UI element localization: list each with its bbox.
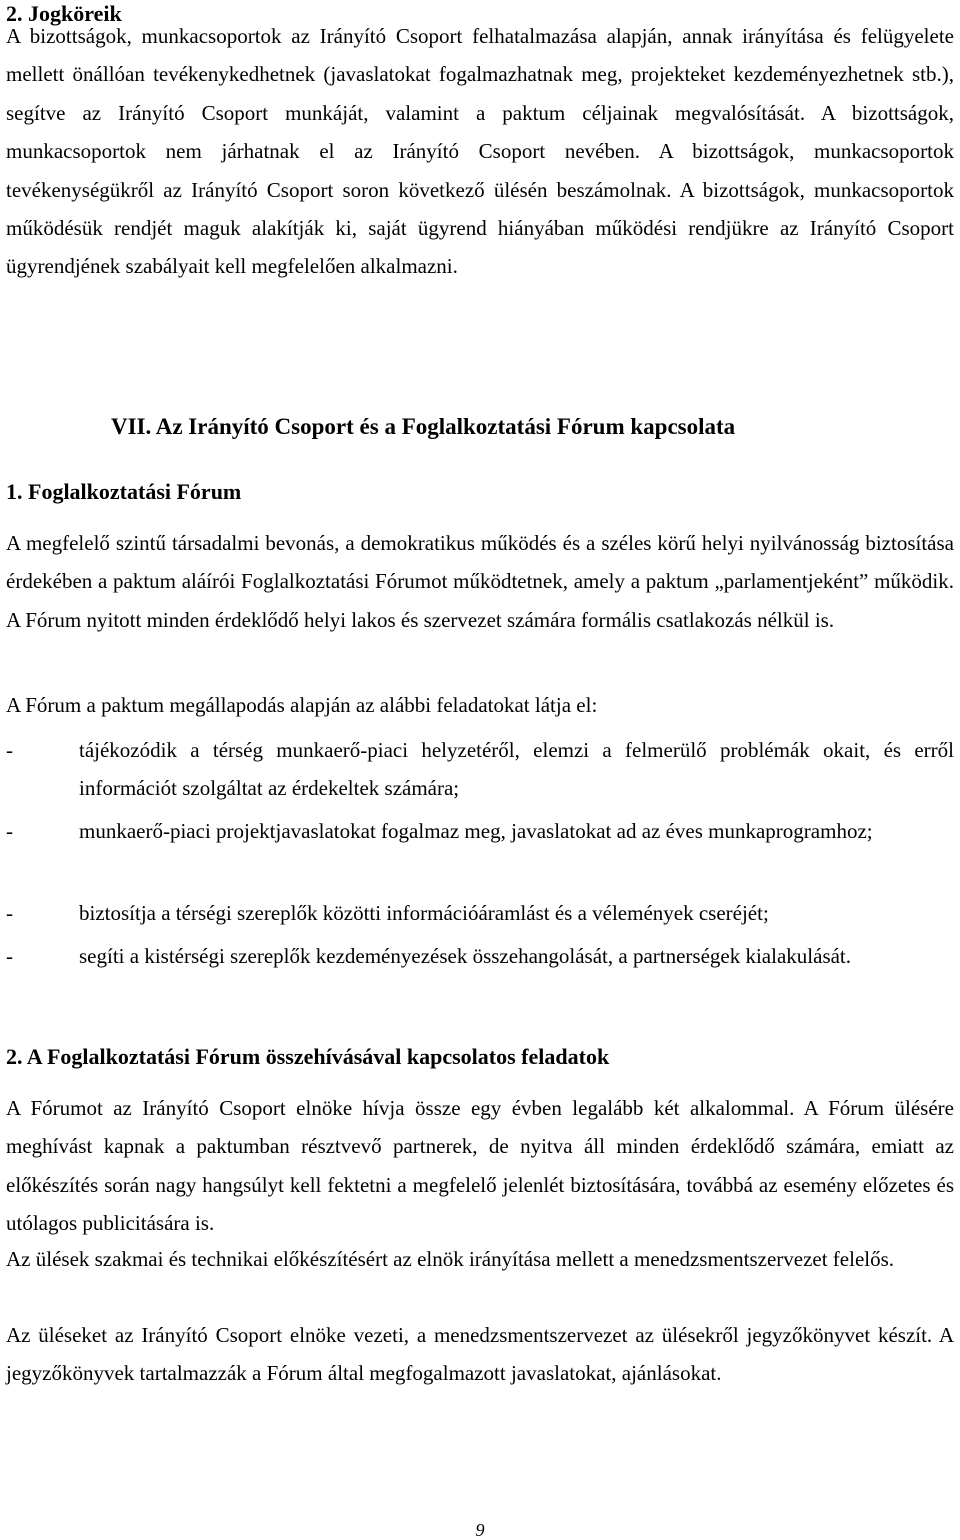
list-dash: -: [6, 901, 13, 925]
list-item: [6, 812, 954, 850]
list-item: [6, 894, 954, 932]
paragraph-feladatok-1: A Fórumot az Irányító Csoport elnöke hívja össze egy évben legalább két alkalommal. A Fórum ülésére meghívást kapnak a paktumban résztvevő partnerek, de nyitva áll minden érdeklődő számára, emiatt az előkészítés során nagy hangsúlyt kell fektetni a megfelelő jelenlét biztosítására, továbbá az esemény előzetes és utólagos publicitására is.: [6, 1096, 954, 1236]
page-number: 9: [475, 1520, 485, 1540]
paragraph-forum-intro: A megfelelő szintű társadalmi bevonás, a demokratikus működés és a széles körű helyi nyilvánosság biztosítása érdekében a paktum aláírói Foglalkoztatási Fórumot működtetnek, amely a paktum „parlamentjeként” működik. A Fórum nyitott minden érdeklődő helyi lakos és szervezet számára formális csatlakozás nélkül is.: [6, 531, 954, 632]
paragraph-feladatok-3: Az üléseket az Irányító Csoport elnöke vezeti, a menedzsmentszervezet az ülésekről jegyzőkönyvet készít. A jegyzőkönyvek tartalmazzák a Fórum által megfogalmazott javaslatokat, ajánlásokat.: [6, 1323, 954, 1386]
list-item-text: tájékozódik a térség munkaerő-piaci helyzetéről, elemzi a felmerülő problémák okait, és erről információt szolgáltat az érdekeltek számára;: [79, 738, 954, 801]
list-item-text: munkaerő-piaci projektjavaslatokat fogalmaz meg, javaslatokat ad az éves munkaprogramhoz;: [79, 819, 873, 843]
list-dash: -: [6, 944, 13, 968]
section-heading-forum: 1. Foglalkoztatási Fórum: [6, 479, 242, 504]
chapter-title: VII. Az Irányító Csoport és a Foglalkoztatási Fórum kapcsolata: [111, 414, 736, 439]
list-dash: -: [6, 738, 13, 762]
section-heading-feladatok: 2. A Foglalkoztatási Fórum összehívásával kapcsolatos feladatok: [6, 1044, 610, 1069]
list-item: [6, 731, 954, 808]
list-item-text: biztosítja a térségi szereplők közötti információáramlást és a vélemények cseréjét;: [79, 901, 769, 925]
list-item: [6, 937, 954, 975]
list-dash: -: [6, 819, 13, 843]
paragraph-forum-tasks-intro: A Fórum a paktum megállapodás alapján az alábbi feladatokat látja el:: [6, 693, 598, 717]
paragraph-jogkoreik: A bizottságok, munkacsoportok az Irányító Csoport felhatalmazása alapján, annak irányítása és felügyelete mellett önállóan tevékenykedhetnek (javaslatokat fogalmazhatnak meg, projekteket kezdeményezhetnek stb.), segítve az Irányító Csoport munkáját, valamint a paktum céljainak megvalósítását. A bizottságok, munkacsoportok nem járhatnak el az Irányító Csoport nevében. A bizottságok, munkacsoportok tevékenységükről az Irányító Csoport soron következő ülésén beszámolnak. A bizottságok, munkacsoportok működésük rendjét maguk alakítják ki, saját ügyrend hiányában működési rendjükre az Irányító Csoport ügyrendjének szabályait kell megfelelően alkalmazni.: [6, 24, 954, 279]
paragraph-feladatok-2: Az ülések szakmai és technikai előkészítésért az elnök irányítása mellett a menedzsmentszervezet felelős.: [6, 1247, 895, 1271]
list-item-text: segíti a kistérségi szereplők kezdeményezések összehangolását, a partnerségek kialakulását.: [79, 944, 852, 968]
section-heading-jogkoreik: 2. Jogköreik: [6, 1, 122, 26]
